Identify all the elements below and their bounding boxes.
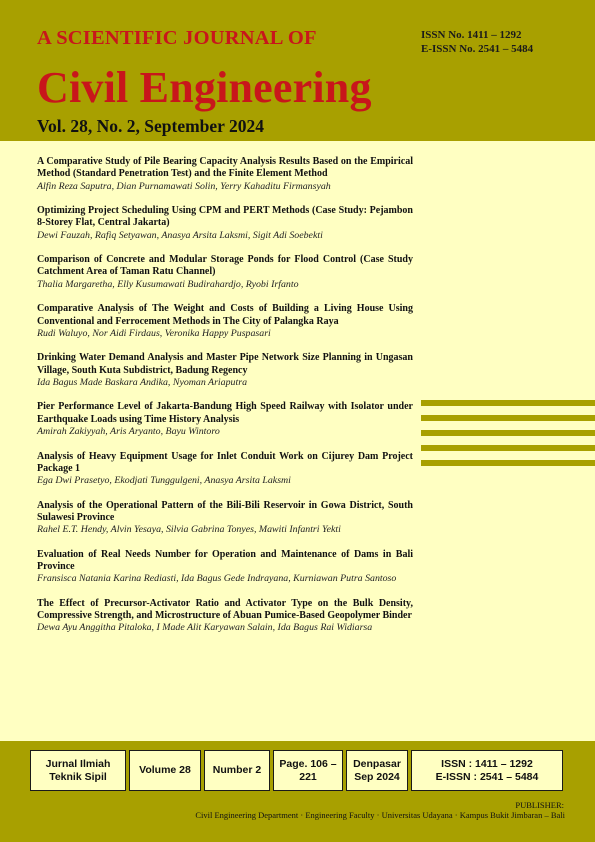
footer-eissn: E-ISSN : 2541 – 5484 [435, 770, 539, 783]
number-text: Number 2 [212, 764, 262, 776]
pages-line1: Page. 106 – [279, 757, 337, 770]
journal-name-line2: Teknik Sipil [49, 770, 107, 783]
article-entry [37, 451, 413, 488]
article-authors: Thalia Margaretha, Elly Kusumawati Budirahardjo, Ryobi Irfanto [37, 278, 299, 290]
article-entry [37, 549, 413, 586]
place-date-cell [346, 750, 408, 791]
article-authors: Rudi Waluyo, Nor Aidi Firdaus, Veronika Happy Puspasari [37, 327, 271, 339]
article-entry [37, 352, 413, 389]
article-authors: Alfin Reza Saputra, Dian Purnamawati Solin, Yerry Kahaditu Firmansyah [37, 180, 331, 192]
article-entry [37, 598, 413, 635]
eissn: E-ISSN No. 2541 – 5484 [421, 43, 534, 55]
stripe [421, 430, 595, 436]
article-entry [37, 156, 413, 193]
article-title: The Effect of Precursor-Activator Ratio and Activator Type on the Bulk Density, Compressive Strength, and Microstructure of Abuan Pumice-Based Geopolymer Binder [37, 597, 413, 622]
article-title: Comparison of Concrete and Modular Storage Ponds for Flood Control (Case Study Catchment Area of Taman Ratu Channel) [37, 254, 413, 278]
table-of-contents [37, 156, 413, 647]
decorative-stripes [421, 400, 595, 475]
place-text: Denpasar [353, 757, 401, 770]
journal-name-cell [30, 750, 126, 791]
article-entry [37, 254, 413, 291]
number-cell [204, 750, 270, 791]
stripe [421, 460, 595, 466]
issn-block [421, 28, 533, 56]
volume-issue: Vol. 28, No. 2, September 2024 [37, 116, 265, 136]
date-text: Sep 2024 [354, 770, 400, 783]
article-title: Pier Performance Level of Jakarta-Bandung High Speed Railway with Isolator under Earthquake Loads using Time History Analysis [37, 401, 413, 425]
issn-cell [411, 750, 563, 791]
stripe [421, 445, 595, 451]
article-title: Optimizing Project Scheduling Using CPM and PERT Methods (Case Study: Pejambon 8-Storey Flat, Central Jakarta) [37, 205, 413, 229]
article-title: Drinking Water Demand Analysis and Master Pipe Network Size Planning in Ungasan Village, South Kuta Subdistrict, Badung Regency [37, 352, 413, 376]
volume-cell [129, 750, 201, 791]
publisher-label: PUBLISHER: [515, 800, 564, 810]
article-authors: Rahel E.T. Hendy, Alvin Yesaya, Silvia Gabrina Tonyes, Mawiti Infantri Yekti [37, 524, 341, 536]
article-entry [37, 205, 413, 242]
journal-name: Civil Engineering [37, 63, 372, 112]
article-authors: Amirah Zakiyyah, Aris Aryanto, Bayu Wintoro [37, 426, 220, 438]
stripe [421, 415, 595, 421]
article-authors: Ega Dwi Prasetyo, Ekodjati Tunggulgeni, Anasya Arsita Laksmi [37, 475, 291, 487]
pages-cell [273, 750, 343, 791]
issn: ISSN No. 1411 – 1292 [421, 29, 522, 41]
article-authors: Ida Bagus Made Baskara Andika, Nyoman Ariaputra [37, 376, 248, 388]
article-entry [37, 303, 413, 340]
article-authors: Fransisca Natania Karina Rediasti, Ida Bagus Gede Indrayana, Kurniawan Putra Santoso [37, 573, 397, 585]
journal-name-line1: Jurnal Ilmiah [45, 757, 111, 770]
article-title: Analysis of the Operational Pattern of the Bili-Bili Reservoir in Gowa District, South Sulawesi Province [37, 499, 413, 523]
footer-issn: ISSN : 1411 – 1292 [441, 757, 533, 770]
footer-band [0, 741, 595, 842]
article-title: Evaluation of Real Needs Number for Operation and Maintenance of Dams in Bali Province [37, 548, 413, 573]
journal-prefix: A SCIENTIFIC JOURNAL OF [37, 27, 317, 49]
publisher-text: Civil Engineering Department · Engineering Faculty · Universitas Udayana · Kampus Bukit Jimbaran – Bali [195, 810, 565, 820]
stripe [421, 400, 595, 406]
article-entry [37, 500, 413, 537]
article-title: Comparative Analysis of The Weight and Costs of Building a Living House Using Conventional and Ferrocement Methods in The City of Palangka Raya [37, 303, 413, 327]
article-title: Analysis of Heavy Equipment Usage for Inlet Conduit Work on Cijurey Dam Project Package 1 [37, 450, 413, 474]
pages-line2: 221 [299, 770, 317, 783]
journal-info-table [30, 750, 563, 791]
volume-text: Volume 28 [139, 764, 191, 776]
article-authors: Dewa Ayu Anggitha Pitaloka, I Made Alit Karyawan Salain, Ida Bagus Rai Widiarsa [37, 622, 373, 634]
article-entry [37, 401, 413, 438]
article-authors: Dewi Fauzah, Rafiq Setyawan, Anasya Arsita Laksmi, Sigit Adi Soebekti [37, 229, 323, 241]
article-title: A Comparative Study of Pile Bearing Capacity Analysis Results Based on the Empirical Method (Standard Penetration Test) and the Finite Element Method [37, 156, 413, 180]
header-band [0, 0, 595, 141]
